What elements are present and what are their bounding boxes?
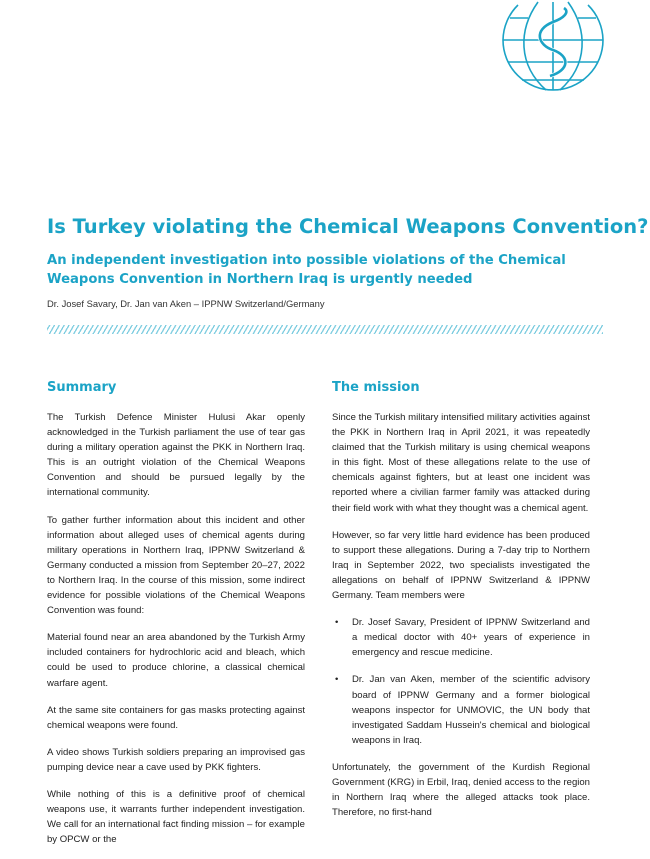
mission-heading: The mission [332, 380, 420, 395]
page-title: Is Turkey violating the Chemical Weapons Convention? [47, 215, 649, 238]
mission-paragraph: Since the Turkish military intensified military activities against the PKK in Northern Iraq in April 2021, it was repeatedly claimed that the Turkish military is using chemical weapons in this fight. Most of these allegations relate to the use of chemicals against fighters, but at least one incident was reported where a civilian farmer family was attacked during their field work with what they thought was a chemical agent. [332, 412, 590, 514]
mission-column [332, 380, 590, 832]
summary-paragraph: A video shows Turkish soldiers preparing an improvised gas pumping device near a cave used by PKK fighters. [47, 746, 305, 773]
page-subtitle: An independent investigation into possible violations of the Chemical Weapons Convention in Northern Iraq is urgently needed [47, 253, 566, 287]
mission-paragraph: However, so far very little hard evidence has been produced to support these allegations. During a 7-day trip to Northern Iraq in September 2022, two specialists investigated the allegations on behalf of IPPNW Switzerland & IPPNW Germany. Team members were [332, 529, 590, 602]
summary-column [47, 380, 305, 859]
team-members-list [332, 615, 590, 748]
list-item: • Dr. Josef Savary, President of IPPNW Switzerland and a medical doctor with 40+ years of experience in emergency and rescue medicine. [332, 615, 590, 660]
summary-paragraph: While nothing of this is a definitive proof of chemical weapons use, it warrants further independent investigation. We call for an international fact finding mission – for example by OPCW or the [47, 788, 305, 846]
mission-paragraph: Unfortunately, the government of the Kurdish Regional Government (KRG) in Erbil, Iraq, denied access to the region in Northern Iraq where the alleged attacks took place. Therefore, no first-hand [332, 761, 590, 819]
summary-paragraph: At the same site containers for gas masks protecting against chemical weapons were found. [47, 704, 305, 731]
summary-heading: Summary [47, 380, 117, 395]
hatched-divider [47, 325, 603, 334]
summary-paragraph: The Turkish Defence Minister Hulusi Akar openly acknowledged in the Turkish parliament the use of tear gas during a military operation against the PKK in Northern Iraq. This is an outright violation of the Chemical Weapons Convention and should be pursued legally by the international community. [47, 412, 305, 499]
globe-caduceus-icon [498, 0, 608, 92]
authors-line: Dr. Josef Savary, Dr. Jan van Aken – IPPNW Switzerland/Germany [47, 298, 325, 309]
summary-paragraph: Material found near an area abandoned by the Turkish Army included containers for hydrochloric acid and bleach, which could be used to produce chlorine, a classical chemical warfare agent. [47, 632, 305, 689]
list-item: • Dr. Jan van Aken, member of the scientific advisory board of IPPNW Germany and a former biological weapons inspector for UNMOVIC, the UN body that investigated Saddam Hussein's chemical and biological weapons in Iraq. [332, 672, 590, 747]
summary-paragraph: To gather further information about this incident and other information about alleged uses of chemical agents during military operations in Northern Iraq, IPPNW Switzerland & Germany conducted a mission from September 20–27, 2022 to Northern Iraq. In the course of this mission, some indirect evidence for possible violations of the Chemical Weapons Convention was found: [47, 514, 305, 617]
